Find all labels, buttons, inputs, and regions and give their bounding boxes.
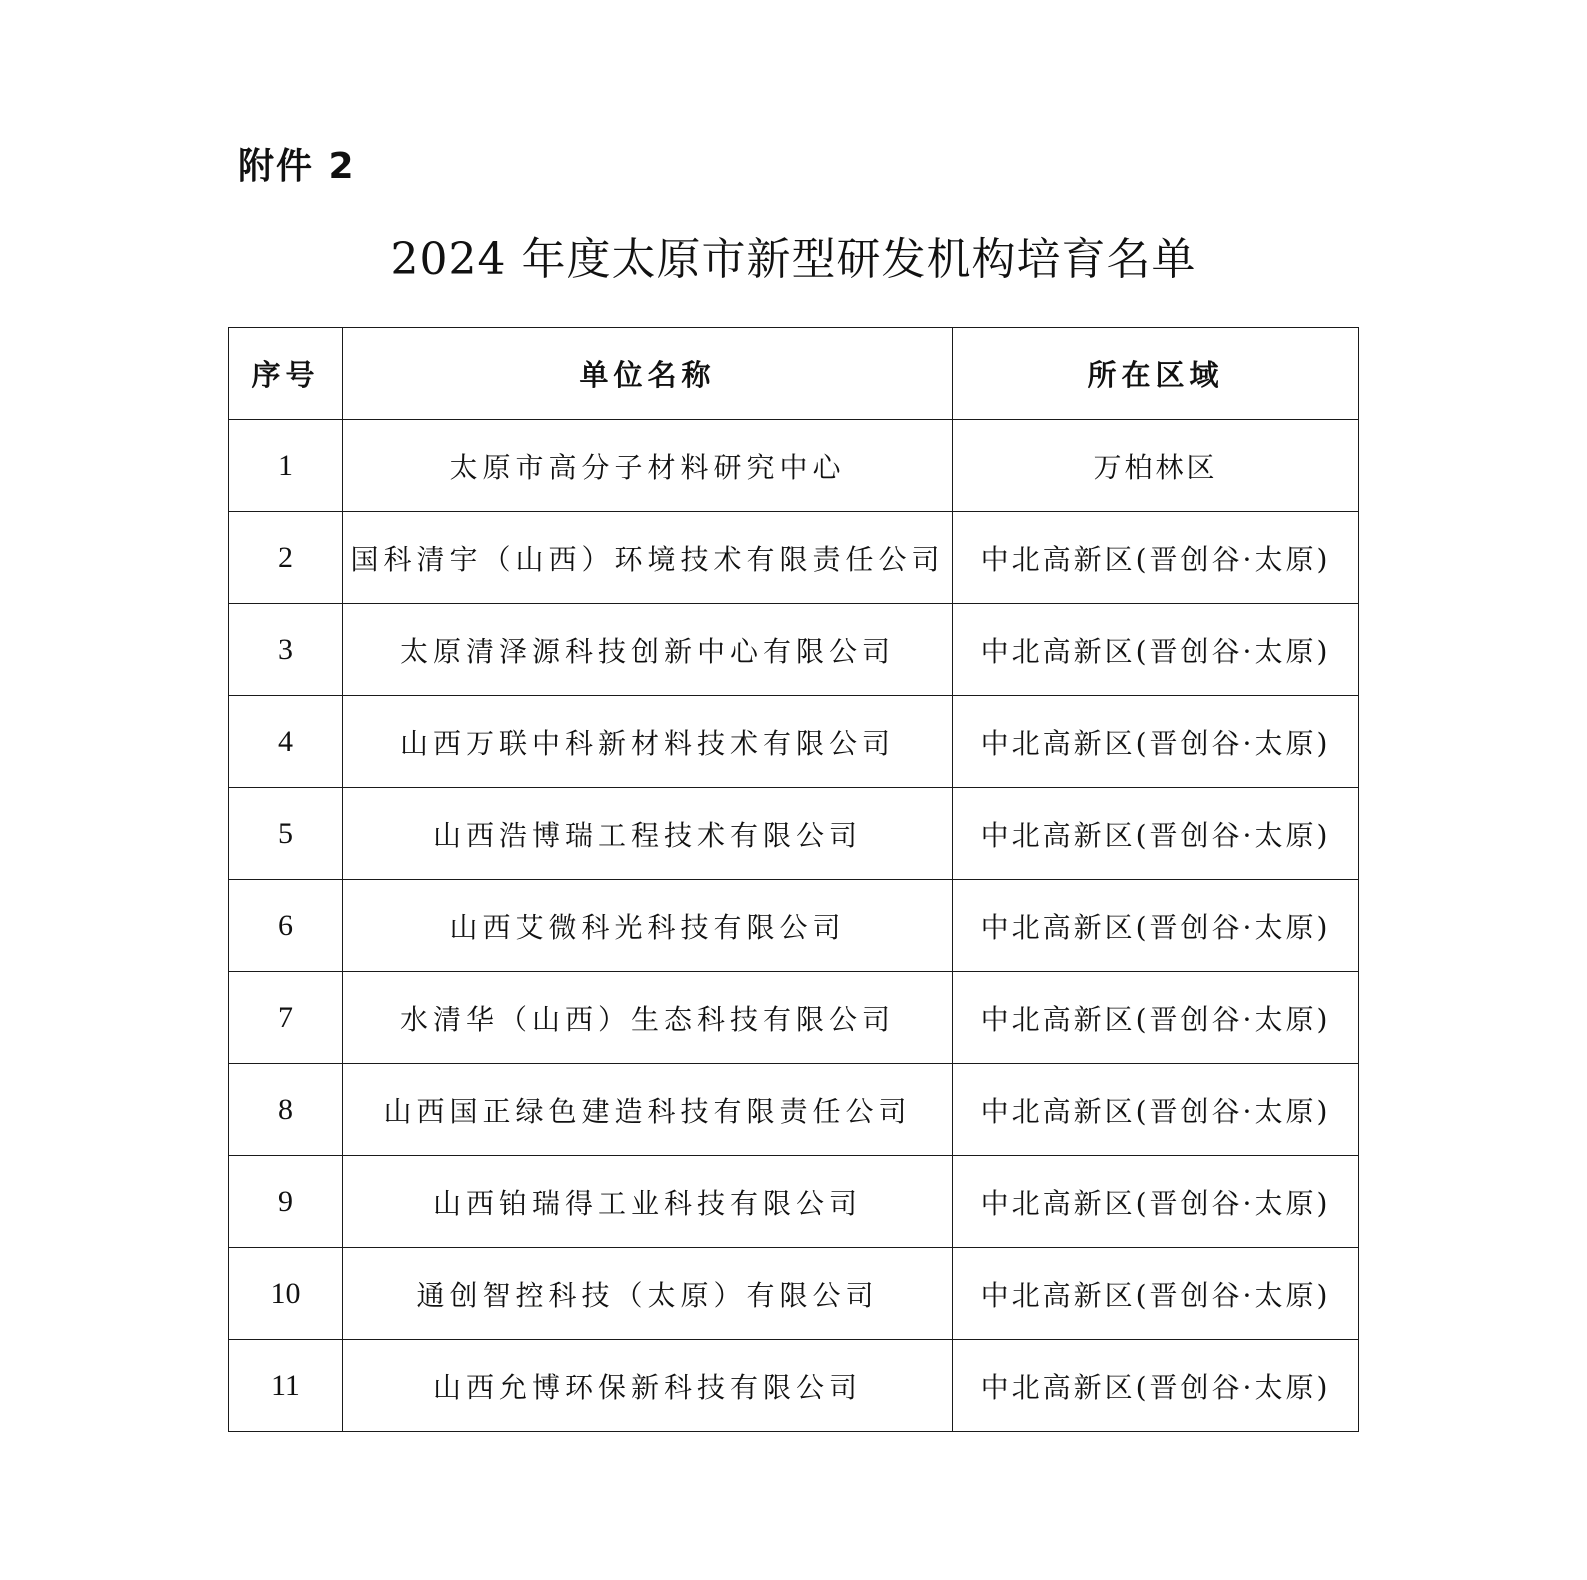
serial-cell: 8 — [229, 1064, 343, 1156]
region-cell: 中北高新区(晋创谷·太原) — [953, 1064, 1359, 1156]
unit-name-cell: 太原市高分子材料研究中心 — [343, 420, 953, 512]
serial-cell: 3 — [229, 604, 343, 696]
region-cell: 中北高新区(晋创谷·太原) — [953, 880, 1359, 972]
region-cell: 中北高新区(晋创谷·太原) — [953, 788, 1359, 880]
serial-cell: 2 — [229, 512, 343, 604]
region-cell: 万柏林区 — [953, 420, 1359, 512]
table-row — [229, 696, 1359, 788]
serial-cell: 9 — [229, 1156, 343, 1248]
table-row — [229, 604, 1359, 696]
serial-cell: 10 — [229, 1248, 343, 1340]
table-row — [229, 1340, 1359, 1432]
attachment-label: 附件 2 — [238, 146, 356, 187]
serial-cell: 4 — [229, 696, 343, 788]
serial-cell: 1 — [229, 420, 343, 512]
table-row — [229, 788, 1359, 880]
column-header-region: 所在区域 — [953, 328, 1359, 420]
institution-table — [228, 327, 1359, 1432]
column-header-serial: 序号 — [229, 328, 343, 420]
unit-name-cell: 山西艾微科光科技有限公司 — [343, 880, 953, 972]
region-cell: 中北高新区(晋创谷·太原) — [953, 1340, 1359, 1432]
serial-cell: 7 — [229, 972, 343, 1064]
table-row — [229, 972, 1359, 1064]
region-cell: 中北高新区(晋创谷·太原) — [953, 696, 1359, 788]
unit-name-cell: 水清华（山西）生态科技有限公司 — [343, 972, 953, 1064]
serial-cell: 6 — [229, 880, 343, 972]
table-header-row — [229, 328, 1359, 420]
unit-name-cell: 山西浩博瑞工程技术有限公司 — [343, 788, 953, 880]
region-cell: 中北高新区(晋创谷·太原) — [953, 972, 1359, 1064]
table-row — [229, 1156, 1359, 1248]
unit-name-cell: 山西国正绿色建造科技有限责任公司 — [343, 1064, 953, 1156]
region-cell: 中北高新区(晋创谷·太原) — [953, 1156, 1359, 1248]
document-title: 2024 年度太原市新型研发机构培育名单 — [390, 234, 1197, 285]
region-cell: 中北高新区(晋创谷·太原) — [953, 604, 1359, 696]
table-row — [229, 420, 1359, 512]
unit-name-cell: 山西允博环保新科技有限公司 — [343, 1340, 953, 1432]
unit-name-cell: 国科清宇（山西）环境技术有限责任公司 — [343, 512, 953, 604]
region-cell: 中北高新区(晋创谷·太原) — [953, 512, 1359, 604]
table-row — [229, 880, 1359, 972]
unit-name-cell: 山西万联中科新材料技术有限公司 — [343, 696, 953, 788]
region-cell: 中北高新区(晋创谷·太原) — [953, 1248, 1359, 1340]
unit-name-cell: 通创智控科技（太原）有限公司 — [343, 1248, 953, 1340]
unit-name-cell: 太原清泽源科技创新中心有限公司 — [343, 604, 953, 696]
serial-cell: 5 — [229, 788, 343, 880]
table-row — [229, 1064, 1359, 1156]
table-row — [229, 512, 1359, 604]
serial-cell: 11 — [229, 1340, 343, 1432]
unit-name-cell: 山西铂瑞得工业科技有限公司 — [343, 1156, 953, 1248]
table-row — [229, 1248, 1359, 1340]
column-header-unit-name: 单位名称 — [343, 328, 953, 420]
